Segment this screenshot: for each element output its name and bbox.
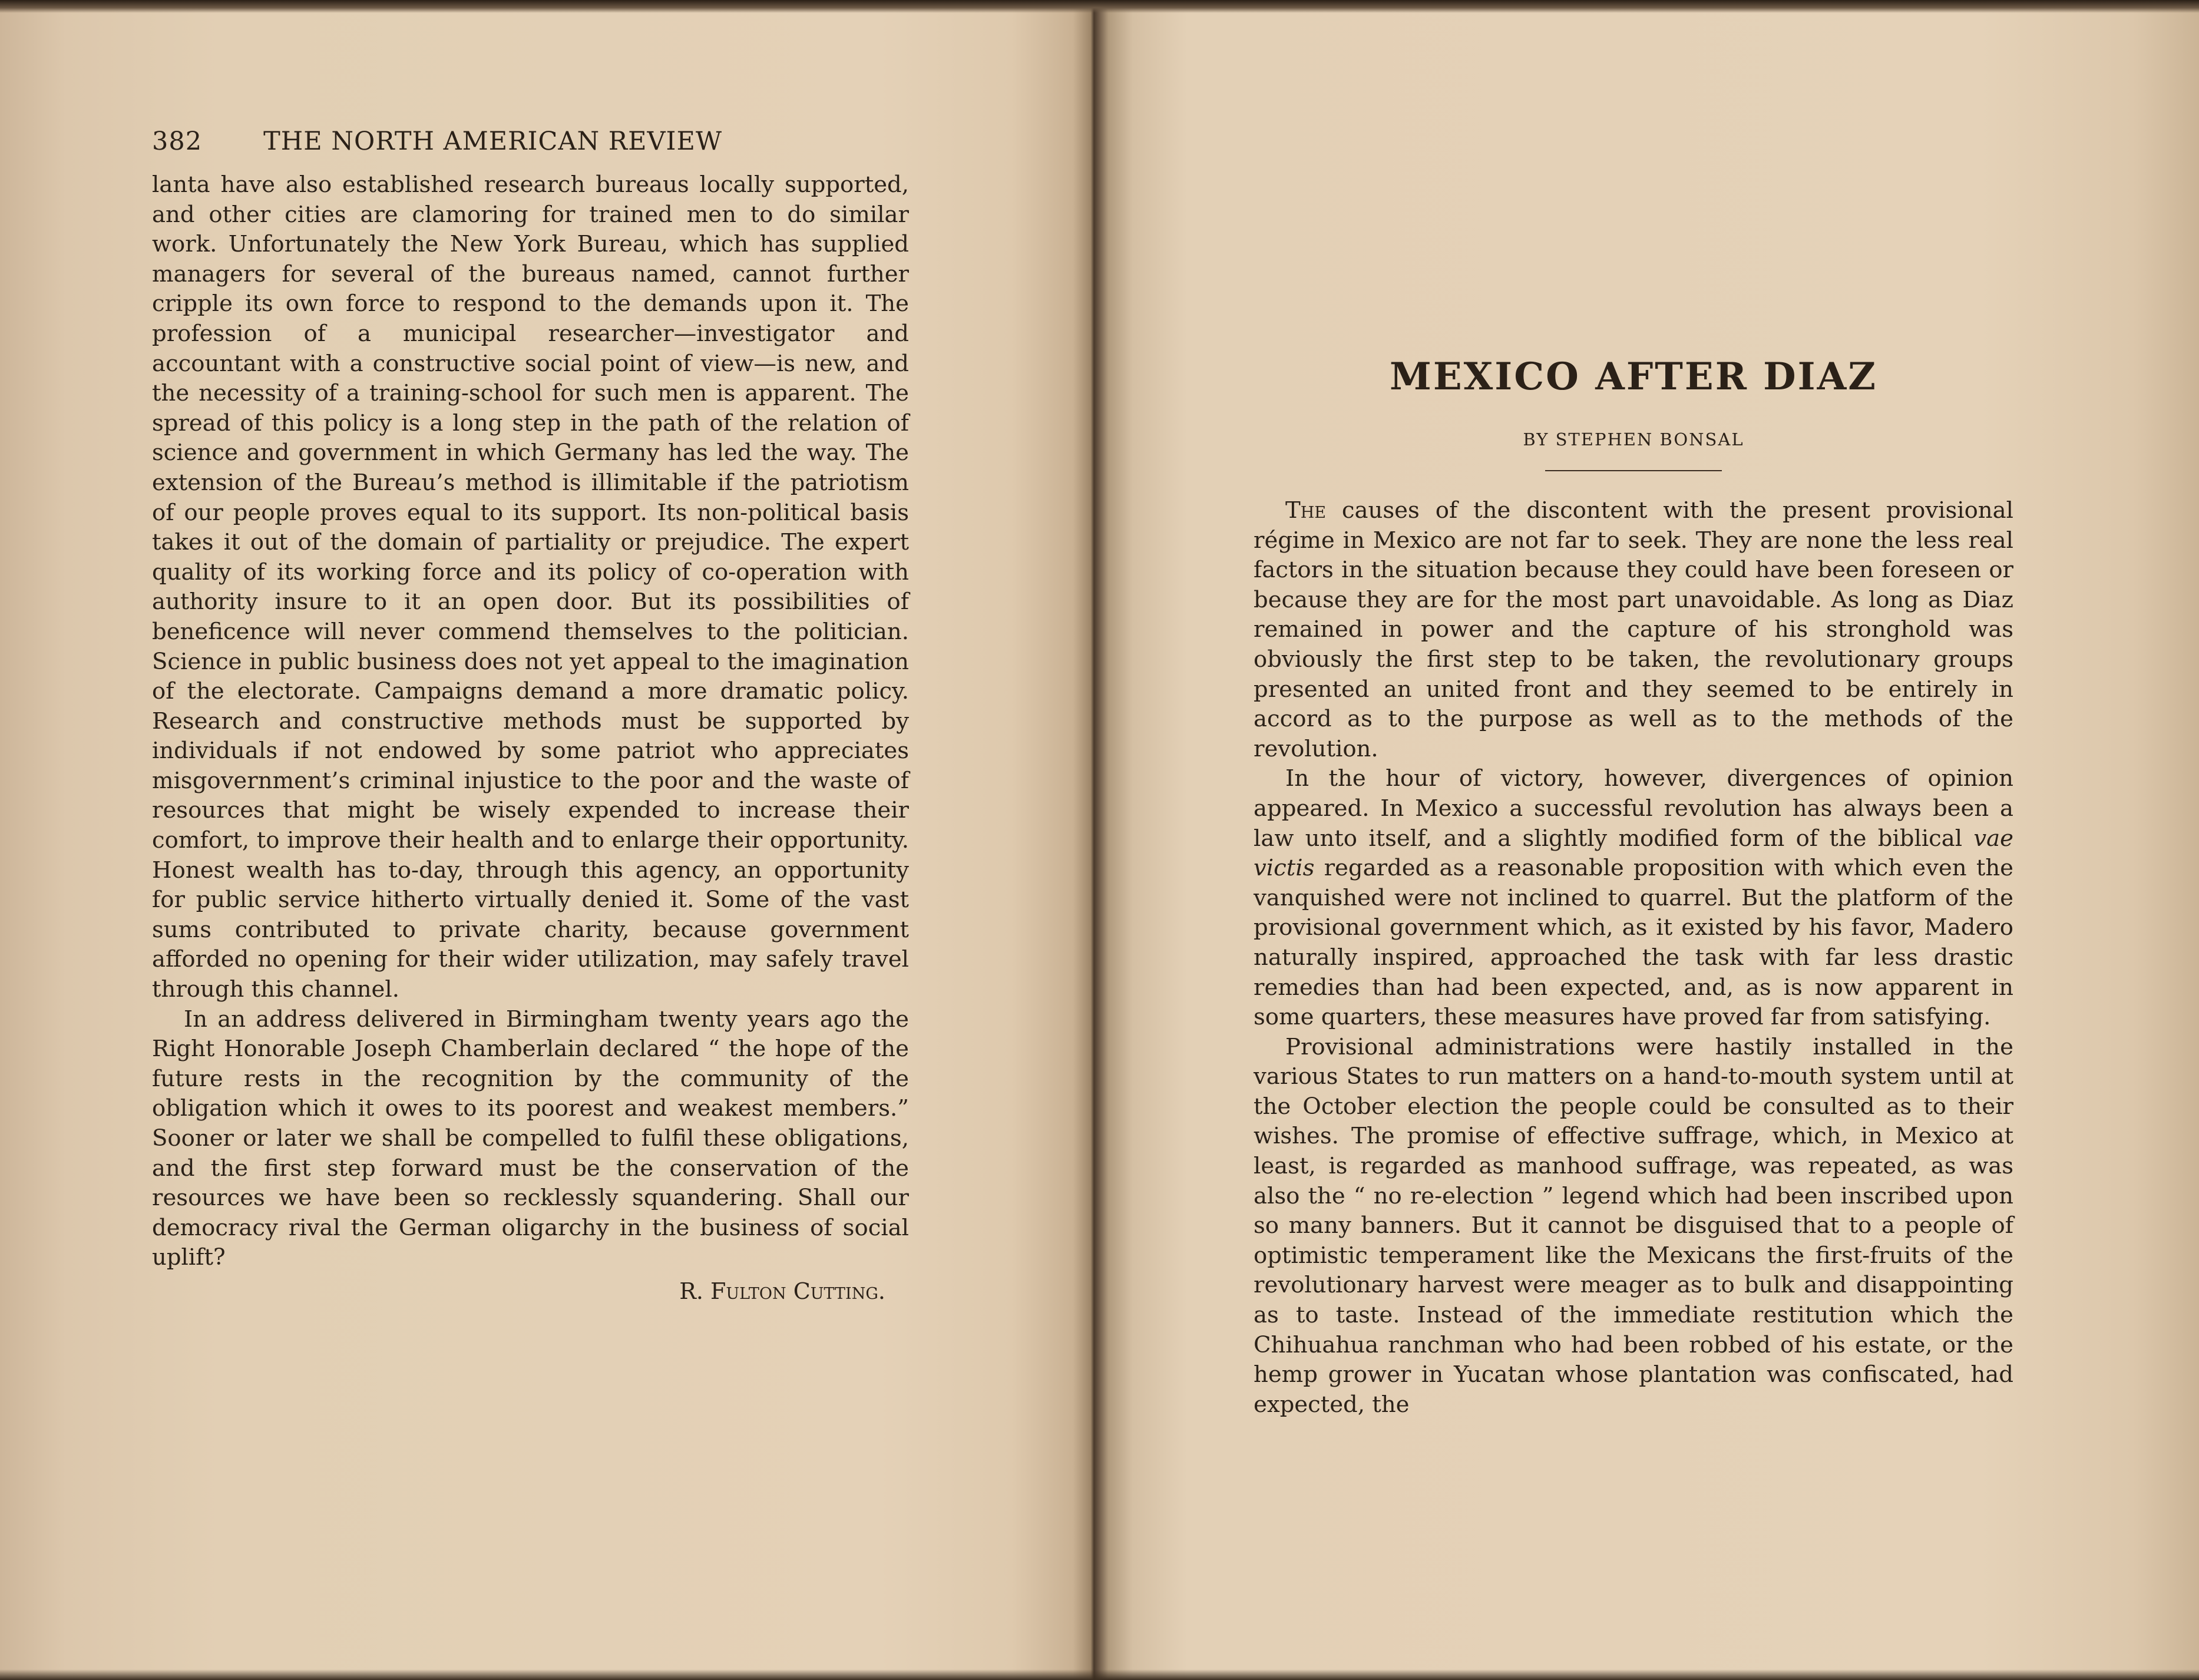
left-page: [152, 127, 909, 1306]
author-signature: R. Fulton Cutting.: [679, 1278, 885, 1304]
page-number: 382: [152, 127, 203, 156]
article-header: [1254, 353, 2013, 471]
divider: [1545, 470, 1722, 471]
right-page-body: [1254, 496, 2013, 1420]
paragraph: In an address delivered in Birmingham twenty years ago the Right Honorable Joseph Chamberlain declared “ the hope of the future rests in the recognition by the community of the obligation which it owes to its poorest and weakest members.” Sooner or later we shall be compelled to fulfil these obligations, and the first step forward must be the conservation of the resources we have been so recklessly squandering. Shall our democracy rival the German oligarchy in the business of social uplift?: [152, 1006, 909, 1271]
paragraph: [1254, 764, 2013, 1032]
paragraph: lanta have also established research bureaus locally supported, and other cities are clamoring for trained men to do similar work. Unfortunately the New York Bureau, which has supplied managers for several of the bureaus named, cannot further cripple its own force to respond to the demands upon it. The profession of a municipal researcher—investigator and accountant with a constructive social point of view—is new, and the necessity of a training-school for such men is apparent. The spread of this policy is a long step in the path of the relation of science and government in which Germany has led the way. The extension of the Bureau’s method is illimitable if the patriotism of our people proves equal to its support. Its non-political basis takes it out of the domain of partiality or prejudice. The expert quality of its working force and its policy of co-operation with authority insure to it an open door. But its possibilities of beneficence will never commend themselves to the politician. Science in public business does not yet appeal to the imagination of the electorate. Campaigns demand a more dramatic policy. Research and constructive methods must be supported by individuals if not endowed by some patriot who appreciates misgovernment’s criminal injustice to the poor and the waste of resources that might be wisely expended to increase their comfort, to improve their health and to enlarge their opportunity. Honest wealth has to-day, through this agency, an opportunity for public service hitherto virtually denied it. Some of the vast sums contributed to private charity, because government afforded no opening for their wider utilization, may safely travel through this channel.: [152, 171, 909, 1003]
paragraph-text: In the hour of victory, however, divergences of opinion appeared. In Mexico a successful revolution has always been a law unto itself, and a slightly modified form of the biblical: [1254, 765, 2013, 852]
journal-title: THE NORTH AMERICAN REVIEW: [263, 127, 723, 156]
paragraph-text: regarded as a reasonable proposition with which even the vanquished were not inclined to quarrel. But the platform of the provisional government which, as it existed by his favor, Madero naturally inspired, approached the task with far less drastic remedies than had been expected, and, as is now apparent in some quarters, these measures have proved far from satisfying.: [1254, 855, 2013, 1031]
latin-phrase: vae victis: [1254, 825, 2013, 882]
article-title: MEXICO AFTER DIAZ: [1390, 355, 1877, 399]
opening-word: The: [1285, 497, 1326, 524]
byline: BY STEPHEN BONSAL: [1523, 429, 1744, 449]
paragraph: Provisional administrations were hastily installed in the various States to run matters on a hand-to-mouth system until at the October election the people could be consulted as to their wishes. The promise of effective suffrage, which, in Mexico at least, is regarded as manhood suffrage, was repeated, as was also the “ no re-election ” legend which had been inscribed upon so many banners. But it cannot be disguised that to a people of optimistic temperament like the Mexicans the first-fruits of the revolutionary harvest were meager as to bulk and disappointing as to taste. Instead of the immediate restitution which the Chihuahua ranchman who had been robbed of his estate, or the hemp grower in Yucatan whose plantation was confiscated, had expected, the: [1254, 1033, 2013, 1418]
paragraph-text: causes of the discontent with the present provisional régime in Mexico are not far to seek. They are none the less real factors in the situation because they could have been foreseen or because they are for the most part unavoidable. As long as Diaz remained in power and the capture of his stronghold was obviously the first step to be taken, the revolutionary groups presented an united front and they seemed to be entirely in accord as to the purpose as well as to the methods of the revolution.: [1254, 497, 2013, 762]
running-head: [152, 127, 909, 167]
left-page-body: [152, 170, 909, 1273]
paragraph: [1254, 496, 2013, 764]
